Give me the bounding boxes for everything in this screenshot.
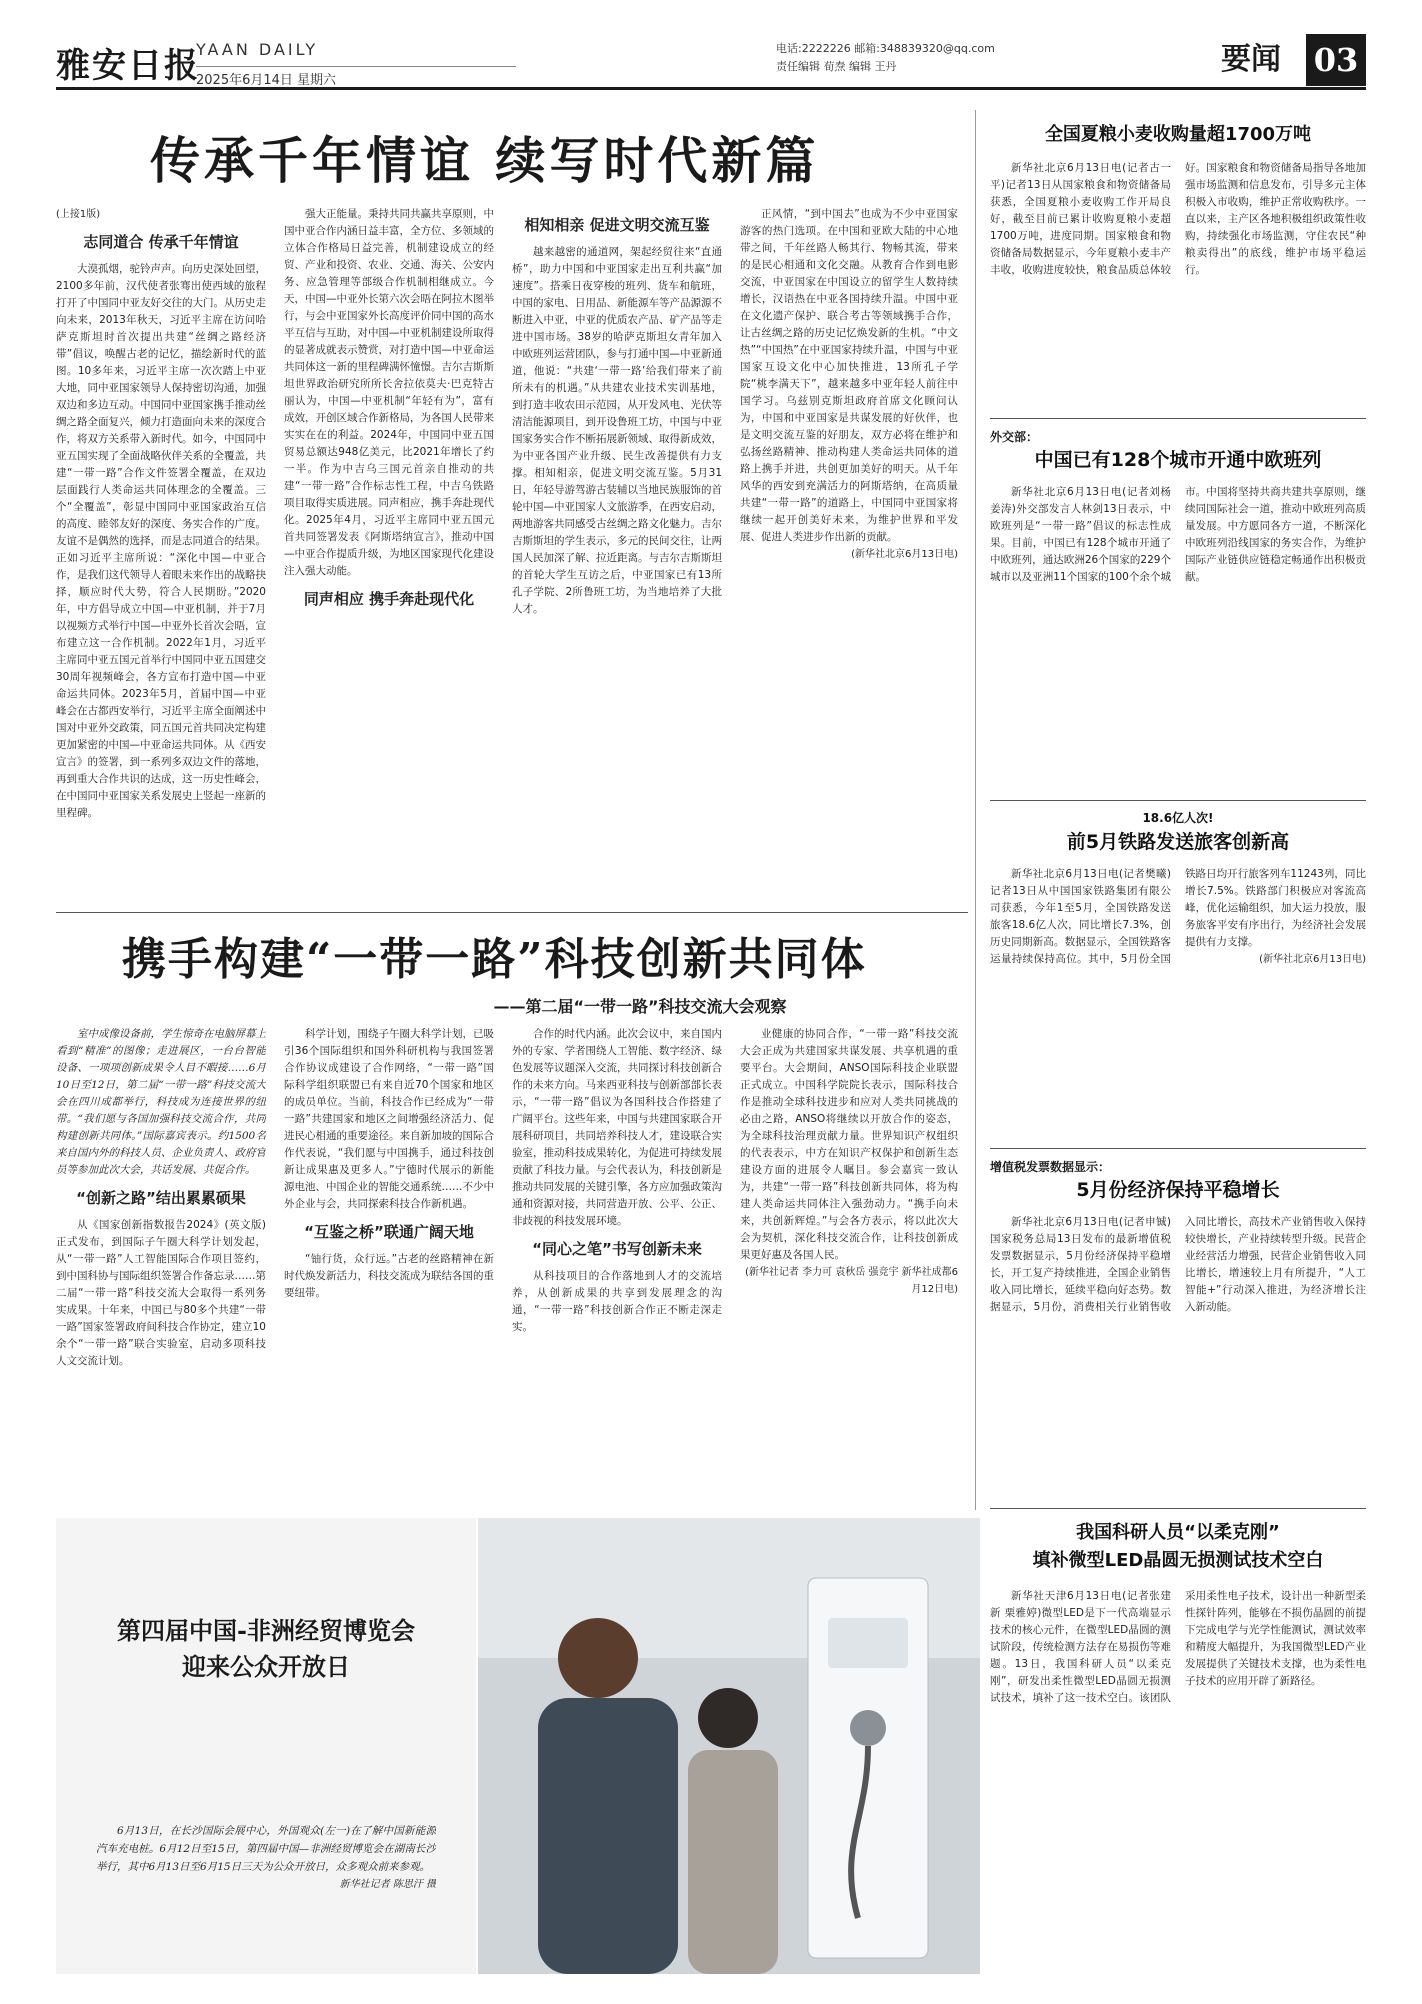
contact-line: 电话:2222226 邮箱:348839320@qq.com (776, 42, 995, 55)
feature-dateline: (新华社记者 李力可 袁秋岳 强竞宇 新华社成都6月12日电) (745, 1267, 958, 1295)
led-body (990, 1588, 1366, 1988)
railway-paragraph: 新华社北京6月13日电(记者刘杨 姜涛)外交部发言人林剑13日表示，中欧班列是“一带一路”倡议的标志性成果。目前，中国已有128个城市开通了中欧班列，通达欧洲26个国家的229个城市以及亚洲11个国家的100个余个城市。中国将坚持共商共建共享原则，继续同国际社会一道，推动中欧班列高质量发展。中方愿同各方一道，不断深化中欧班列沿线国家的务实合作，为维护国际产业链供应链稳定畅通作出积极贡献。 (990, 486, 1366, 583)
tax-headline: 5月份经济保持平稳增长 (1076, 1179, 1280, 1201)
section-rule (990, 1508, 1366, 1509)
passenger-dateline: (新华社北京6月13日电) (1259, 954, 1366, 965)
feature-subhead-2: “互鉴之桥”联通广阔天地 (304, 1223, 474, 1241)
grain-body (990, 160, 1366, 404)
lead-column-4 (740, 206, 958, 902)
passenger-kicker: 18.6亿人次! (1142, 811, 1214, 825)
expo-caption: 6月13日，在长沙国际会展中心，外国观众(左一)在了解中国新能源汽车充电桩。6月12日至15日，第四届中国—非洲经贸博览会在湖南长沙举行，其中6月13日至6月15日三天为公众开放日，众多观众前来参观。 (96, 1825, 436, 1873)
lead-dateline: (新华社北京6月13日电) (851, 549, 958, 560)
feature-column-2 (284, 1026, 494, 1512)
contact-info (776, 40, 995, 76)
lead-subhead-3: 相知相亲 促进文明交流互鉴 (524, 216, 710, 234)
led-paragraph: 新华社天津6月13日电(记者张建新 栗雅婷)微型LED是下一代高端显示技术的核心元件，在微型LED晶圆的测试阶段，传统检测方法存在易损伤等难题。13日，我国科研人员“以柔克刚”，研发出柔性微型LED晶圆无损测试技术，填补了这一技术空白。该团队采用柔性电子技术，设计出一种新型柔性探针阵列，能够在不损伤晶圆的前提下完成电学与光学性能测试，测试效率和精度大幅提升，为我国微型LED产业发展提供了关键技术支撑，也为柔性电子技术的应用开辟了新路径。 (990, 1590, 1366, 1704)
section-rule (990, 1148, 1366, 1149)
feature-subhead: ——第二届“一带一路”科技交流大会观察 (493, 997, 787, 1016)
page-number: 03 (1306, 34, 1366, 86)
feature-paragraph: 科学计划，围绕子午圈大科学计划，已吸引36个国际组织和国外科研机构与我国签署合作协议成建设了合作网络，“一带一路”国际科学组织联盟已有来自近70个国家和地区的成员单位。当前，科技合作已经成为“一带一路”共建国家和地区之间增强经济活力、促进民心相通的重要途径。来自新加坡的国际合作代表说，“我们愿与中国携手，通过科技创新让成果惠及更多人。”宁德时代展示的新能源电池、中国企业的智能交通系统……不少中外企业与会，共同探索科技合作新机遇。 (284, 1028, 494, 1210)
lead-subhead-2: 同声相应 携手奔赴现代化 (303, 590, 475, 608)
expo-photo-illustration (478, 1518, 980, 1974)
tax-body (990, 1214, 1366, 1492)
passenger-headline: 前5月铁路发送旅客创新高 (1066, 831, 1290, 853)
expo-photo-credit: 新华社记者 陈思汗 摄 (339, 1879, 436, 1890)
feature-headline: 携手构建“一带一路”科技创新共同体 (122, 934, 867, 985)
section-rule (56, 912, 968, 913)
issue-date: 2025年6月14日 星期六 (196, 66, 516, 88)
newspaper-english-name: YAAN DAILY (196, 40, 319, 59)
lead-paragraph: 正风情，“到中国去”也成为不少中亚国家游客的热门选项。在中国和亚欧大陆的中心地带之间，千年丝路人畅其行、物畅其流，带来的是民心相通和文化交融。从教育合作到电影交流，中亚国家在中国设立的留学生人数持续增长，汉语热在中亚各国持续升温。中国中亚在文化遗产保护、联合考古等领域携手合作，让古丝绸之路的历史记忆焕发新的生机。“中文热”“中国热”在中亚国家持续升温，中国与中亚国家互设文化中心加快推进，13所孔子学院“桃李满天下”，越来越多中亚年轻人前往中国学习。乌兹别克斯坦政府首席文化顾问认为，中国和中亚国家是共谋发展的好伙伴，也是文明交流互鉴的好朋友，双方必将在维护和弘扬丝路精神、推动构建人类命运共同体的道路上携手并进，共创更加美好的明天。从千年风华的西安到充满活力的阿斯塔纳，在高质量共建“一带一路”的道路上，中国同中亚国家将继续一起开创美好未来，为维护世界和平发展、促进人类进步作出新的贡献。 (740, 208, 958, 543)
passenger-body (990, 866, 1366, 1136)
editor-line: 责任编辑 荀焘 编辑 王丹 (776, 60, 897, 73)
feature-intro: 室中成像设备前，学生惊奇在电脑屏幕上看到“精准”的图像；走进展区，一台台智能设备、一项项创新成果令人目不暇接……6月10日至12日，第二届“一带一路”科技交流大会在四川成都举行，科技成为连接世界的纽带。“我们愿与各国加强科技交流合作，共同构建创新共同体。”国际嘉宾表示。约1500名来自国内外的科技人员、企业负责人、政府官员等参加此次大会，共话发展、共促合作。 (56, 1028, 266, 1176)
railway-body (990, 484, 1366, 784)
railway-headline: 中国已有128个城市开通中欧班列 (1034, 449, 1322, 471)
lead-column-3 (512, 206, 722, 902)
column-divider (975, 110, 976, 1510)
lead-headline: 传承千年情谊 续写时代新篇 (150, 131, 820, 190)
feature-subhead-3: “同心之笔”书写创新未来 (532, 1240, 702, 1258)
expo-photo (478, 1518, 980, 1974)
grain-paragraph: 新华社北京6月13日电(记者古一平)记者13日从国家粮食和物资储备局获悉，全国夏粮小麦收购工作开局良好，截至目前已累计收购夏粮小麦超1700万吨，进度同期。国家粮食和物资储备局数据显示，今年夏粮小麦丰产丰收，收购进度较快，粮食品质总体较好。国家粮食和物资储备局指导各地加强市场监测和信息发布，引导多元主体积极入市收购，维护正常收购秩序。一直以来，主产区各地积极组织政策性收购，持续强化市场监测，守住农民“种粮卖得出”的底线，维护市场平稳运行。 (990, 162, 1366, 276)
tax-kicker: 增值税发票数据显示： (990, 1160, 1111, 1174)
lead-column-1 (56, 206, 266, 902)
section-rule (990, 800, 1366, 801)
passenger-paragraph: 新华社北京6月13日电(记者樊曦)记者13日从中国国家铁路集团有限公司获悉，今年1至5月，全国铁路发送旅客18.6亿人次，同比增长7.3%，创历史同期新高。数据显示，全国铁路客运量持续保持高位。其中，5月份全国铁路日均开行旅客列车11243列，同比增长7.5%。铁路部门积极应对客流高峰，优化运输组织，加大运力投放，服务旅客平安有序出行，为经济社会发展提供有力支撑。 (990, 868, 1366, 965)
masthead (56, 34, 1366, 90)
led-headline-line1: 我国科研人员“以柔克刚” (1076, 1522, 1280, 1543)
section-rule (990, 418, 1366, 419)
expo-headline-line2: 迎来公众开放日 (182, 1652, 350, 1681)
grain-headline: 全国夏粮小麦收购量超1700万吨 (1044, 124, 1312, 145)
feature-paragraph: 业健康的协同合作，“一带一路”科技交流大会正成为共建国家共谋发展、共享机遇的重要平台。大会期间，ANSO国际科技企业联盟正式成立。中国科学院院长表示，国际科技合作是推动全球科技进步和应对人类共同挑战的必由之路，ANSO将继续以开放合作的姿态，为全球科技治理贡献力量。世界知识产权组织的代表表示，中方在知识产权保护和创新生态建设方面的进展令人瞩目。参会嘉宾一致认为，共建“一带一路”科技创新共同体，将为构建人类命运共同体注入强劲动力。“携手向未来，共创新辉煌。”与会各方表示，将以此次大会为契机，深化科技交流合作，让科技创新成果更好惠及各国人民。 (740, 1028, 958, 1261)
lead-column-2 (284, 206, 494, 902)
lead-paragraph: 大漠孤烟，驼铃声声。向历史深处回望，2100多年前，汉代使者张骞出使西域的旅程打开了中国同中亚友好交往的大门。从历史走向未来，2013年秋天，习近平主席在访问哈萨克斯坦时首次提出共建“丝绸之路经济带”倡议，唤醒古老的记忆，描绘新时代的蓝图。10多年来，习近平主席一次次踏上中亚大地，同中亚国家领导人保持密切沟通，加强双边和多边互动。中国同中亚国家携手推动丝绸之路全面复兴，倾力打造面向未来的深度合作，将双方关系带入新时代。如今，中国同中亚五国实现了全面战略伙伴关系的全覆盖，共建“一带一路”合作文件签署全覆盖，在双边层面践行人类命运共同体理念的全覆盖。三个“全覆盖”，彰显中国同中亚国家政治互信的高度、睦邻友好的深度、务实合作的广度。友谊不是偶然的选择，而是志同道合的结果。正如习近平主席所说：“深化中国—中亚合作，是我们这代领导人着眼未来作出的战略抉择，顺应时代大势，符合人民期盼。”2020年，中方倡导成立中国—中亚机制，并于7月以视频方式举行中国—中亚外长首次会晤，宣布建立这一合作机制。2022年1月，习近平主席同中亚五国元首举行中国同中亚五国建交30周年视频峰会，各方宣布打造中国—中亚命运共同体。2023年5月，首届中国—中亚峰会在古都西安举行，习近平主席全面阐述中国对中亚外交政策，同五国元首共同决定构建更加紧密的中国—中亚命运共同体。从《西安宣言》的签署，到一系列多双边文件的落地，再到重大合作共识的达成，这一历史性峰会，在中国同中亚国家关系发展史上竖起一座新的里程碑。 (56, 263, 266, 819)
feature-paragraph: 从科技项目的合作落地到人才的交流培养，从创新成果的共享到发展理念的沟通，“一带一路”科技创新合作正不断走深走实。 (512, 1270, 722, 1333)
led-headline-line2: 填补微型LED晶圆无损测试技术空白 (1032, 1550, 1324, 1571)
lead-paragraph: 越来越密的通道网，架起经贸往来“直通桥”，助力中国和中亚国家走出互利共赢“加速度”。搭乘日夜穿梭的班列、货车和航班，中国的家电、日用品、新能源车等产品源源不断进入中亚，中亚的优质农产品、矿产品等走进中国市场。38岁的哈萨克斯坦女青年加入中欧班列运营团队，参与打通中国—中亚新通道，他说：“共建‘一带一路’给我们带来了前所未有的机遇。”从共建农业技术实训基地，到打造丰收农田示范园，从开发风电、光伏等清洁能源项目，到开设鲁班工坊，中国与中亚国家务实合作不断拓展新领域、取得新成效，为中亚各国产业升级、民生改善提供有力支撑。相知相亲，促进文明交流互鉴。5月31日，年轻导游驾游古装辅以当地民族服饰的首轮中国—中亚国家人文旅游季，在西安启动，两地游客共同感受古丝绸之路文化魅力。吉尔吉斯斯坦的学生表示，多元的民间交往，让两国人民加深了解、拉近距离。与吉尔吉斯斯坦的首轮大学生互访之后，中亚国家已有13所孔子学院、2所鲁班工坊，为当地培养了大批人才。 (512, 246, 722, 615)
expo-promo (56, 1518, 476, 1974)
newspaper-logo: 雅安日报 (56, 46, 200, 86)
tax-paragraph: 新华社北京6月13日电(记者申铖)国家税务总局13日发布的最新增值税发票数据显示，5月份经济保持平稳增长，开工复产持续推进，全国企业销售收入同比增长，延续平稳向好态势。数据显示，5月份，消费相关行业销售收入同比增长，高技术产业销售收入保持较快增长，产业持续转型升级。民营企业经营活力增强，民营企业销售收入同比增长，增速较上月有所提升，“人工智能+”行动深入推进，为经济增长注入新动能。 (990, 1216, 1366, 1313)
railway-kicker: 外交部： (990, 430, 1039, 444)
expo-caption-block (96, 1822, 436, 1942)
lead-paragraph: 强大正能量。秉持共同共赢共享原则，中国中亚合作内涵日益丰富，全方位、多领域的立体合作格局日益完善，机制建设成立的经贸、产业和投资、农业、交通、海关、公安内务、应急管理等部级合作机制相继成立。今天，中国—中亚外长第六次会晤在阿拉木图举行，与会中亚国家外长高度评价同中国的高水平互信与互助，对中国—中亚机制建设所取得的显著成就表示赞赏，对打造中国—中亚命运共同体这一新的里程碑满怀憧憬。吉尔吉斯斯坦世界政治研究所所长舍拉依莫夫·巴克特古丽认为，中国—中亚机制“年轻有为”，富有成效，开创区域合作新格局，为各国人民带来实实在在的利益。2024年，中国同中亚五国贸易总额达948亿美元，比2021年增长了约一半。作为中吉乌三国元首亲自推动的共建“一带一路”合作标志性工程，中吉乌铁路项目取得实质进展。同声相应，携手奔赴现代化。2025年4月，习近平主席同中亚五国元首共同签署发表《阿斯塔纳宣言》，推动中国—中亚合作提质升级，为地区国家现代化建设注入强大动能。 (284, 208, 494, 577)
feature-subhead-1: “创新之路”结出累累硕果 (76, 1189, 246, 1207)
expo-headline-line1: 第四届中国-非洲经贸博览会 (117, 1616, 415, 1645)
feature-column-3 (512, 1026, 722, 1512)
feature-paragraph: 合作的时代内涵。此次会议中，来自国内外的专家、学者围绕人工智能、数字经济、绿色发展等议题深入交流，共同探讨科技创新合作的未来方向。马来西亚科技与创新部部长表示，“一带一路”倡议为各国科技合作搭建了广阔平台。这些年来，中国与共建国家联合开展科研项目，共同培养科技人才，建设联合实验室，推动科技成果转化，为促进可持续发展贡献了科技力量。与会代表认为，科技创新是推动共同发展的关键引擎，各方应加强政策沟通和资源对接，共同营造开放、公平、公正、非歧视的科技发展环境。 (512, 1028, 722, 1227)
feature-paragraph: 从《国家创新指数报告2024》(英文版)正式发布，到国际子午圈大科学计划发起，从“一带一路”人工智能国际合作项目签约，到中国科协与国际组织签署合作备忘录……第二届“一带一路”科技交流大会取得一系列务实成果。十年来，中国已与80多个共建“一带一路”国家签署政府间科技合作协定，建立10余个“一带一路”联合实验室，启动多项科技人文交流计划。 (56, 1219, 266, 1367)
section-title: 要闻 (1221, 42, 1281, 77)
feature-column-1 (56, 1026, 266, 1512)
lead-subhead-1: 志同道合 传承千年情谊 (83, 233, 239, 251)
continued-note: (上接1版) (56, 209, 101, 220)
feature-paragraph: “铀行货，众行远。”古老的丝路精神在新时代焕发新活力，科技交流成为联结各国的重要纽带。 (284, 1253, 494, 1299)
feature-column-4 (740, 1026, 958, 1512)
